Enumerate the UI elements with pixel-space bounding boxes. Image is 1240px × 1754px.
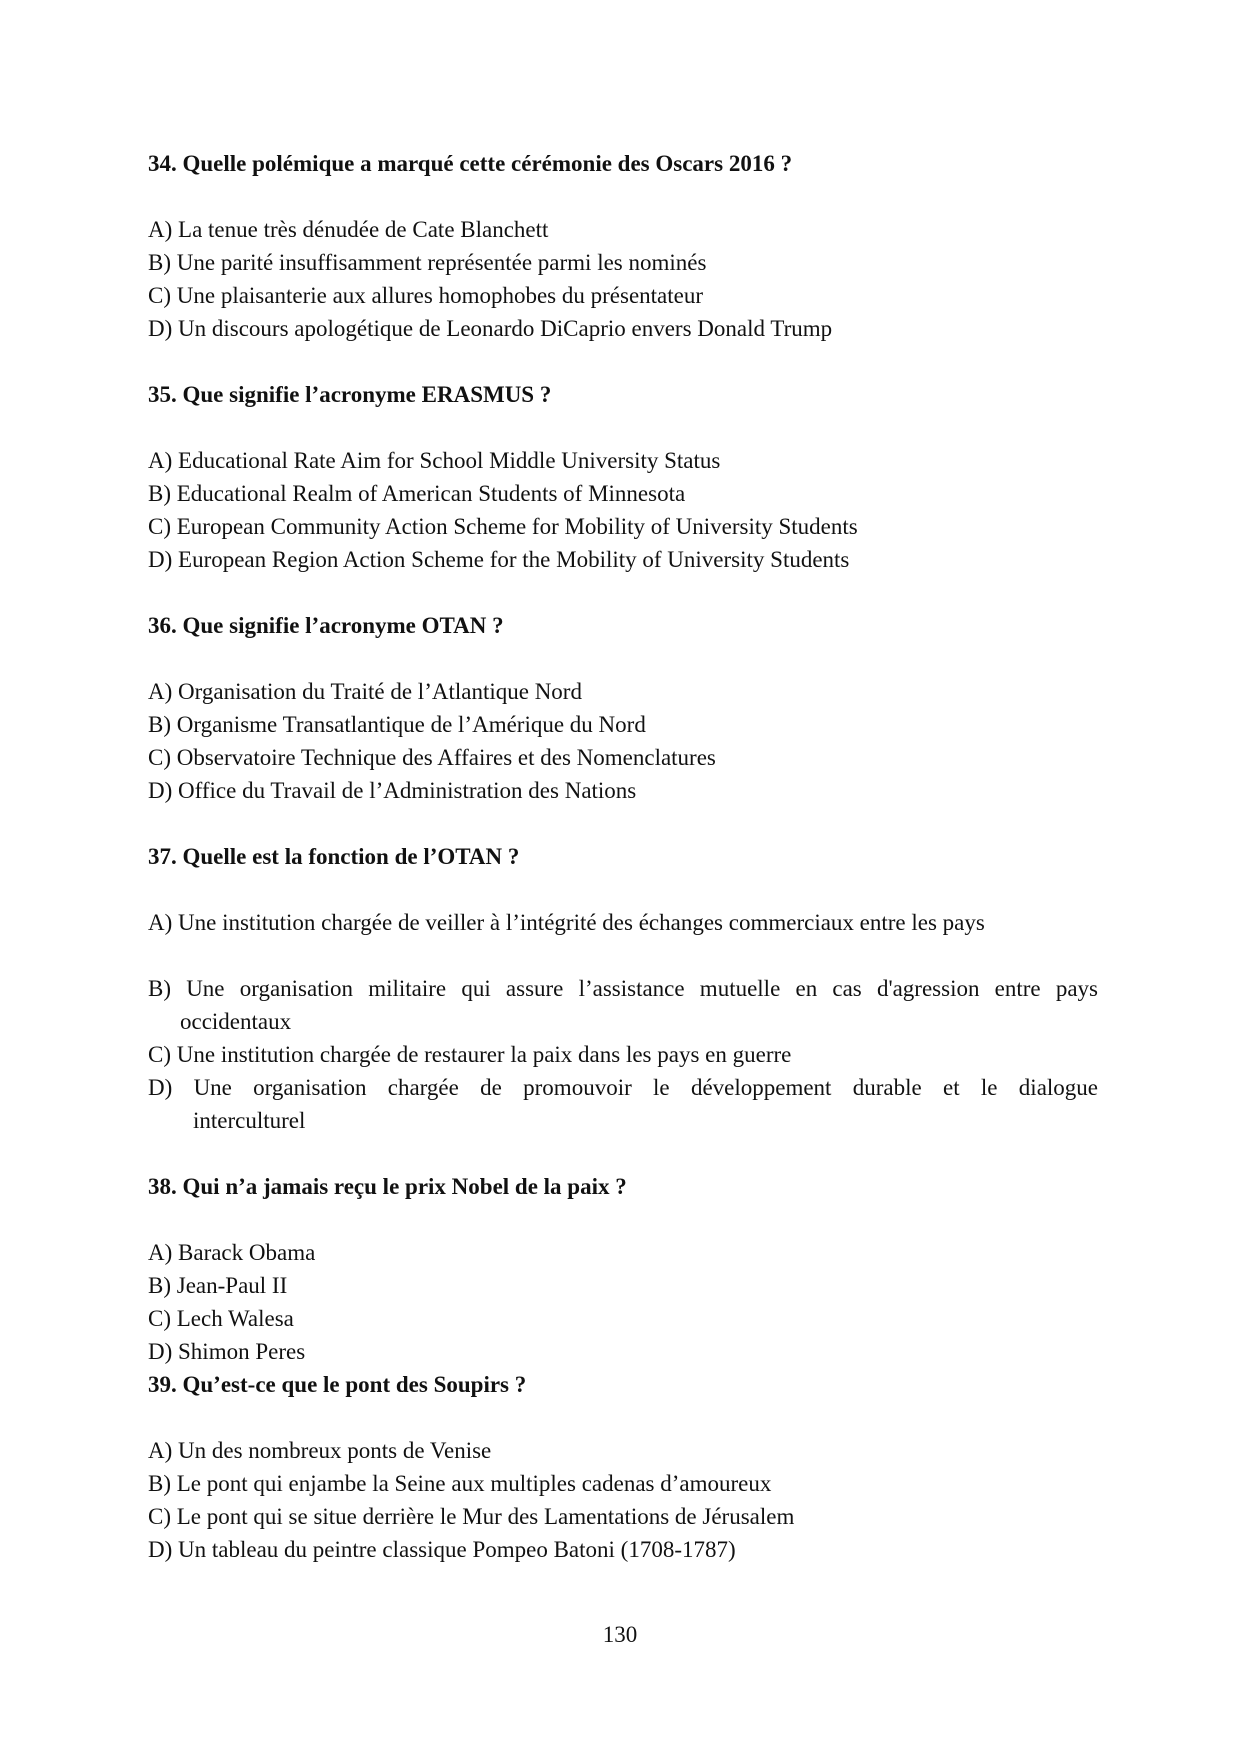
- question-38-option-a: A) Barack Obama: [148, 1240, 316, 1265]
- question-36-option-b: B) Organisme Transatlantique de l’Amérique du Nord: [148, 712, 646, 737]
- question-37-option-c: C) Une institution chargée de restaurer la paix dans les pays en guerre: [148, 1042, 792, 1067]
- question-34-option-a: A) La tenue très dénudée de Cate Blanchett: [148, 217, 549, 242]
- question-39-title: 39. Qu’est-ce que le pont des Soupirs ?: [148, 1372, 527, 1397]
- question-36-option-c: C) Observatoire Technique des Affaires et des Nomenclatures: [148, 745, 716, 770]
- question-37-option-a: A) Une institution chargée de veiller à l’intégrité des échanges commerciaux entre les pays: [148, 910, 985, 935]
- question-35-option-c: C) European Community Action Scheme for Mobility of University Students: [148, 514, 858, 539]
- question-36-title: 36. Que signifie l’acronyme OTAN ?: [148, 613, 504, 638]
- question-38-option-b: B) Jean-Paul II: [148, 1273, 288, 1298]
- question-36-option-d: D) Office du Travail de l’Administration des Nations: [148, 778, 637, 803]
- question-36-option-a: A) Organisation du Traité de l’Atlantique Nord: [148, 679, 582, 704]
- question-39-option-d: D) Un tableau du peintre classique Pompeo Batoni (1708-1787): [148, 1537, 736, 1562]
- question-35-option-a: A) Educational Rate Aim for School Middle University Status: [148, 448, 721, 473]
- question-34-option-d: D) Un discours apologétique de Leonardo DiCaprio envers Donald Trump: [148, 316, 833, 341]
- question-38-title: 38. Qui n’a jamais reçu le prix Nobel de la paix ?: [148, 1174, 627, 1199]
- question-37-option-b-continued: occidentaux: [180, 1009, 292, 1034]
- question-37-option-b: B) Une organisation militaire qui assure l’assistance mutuelle en cas d'agression entre pays: [148, 976, 1098, 1001]
- question-34-option-b: B) Une parité insuffisamment représentée parmi les nominés: [148, 250, 707, 275]
- question-38-option-c: C) Lech Walesa: [148, 1306, 294, 1331]
- question-37-option-d: D) Une organisation chargée de promouvoir le développement durable et le dialogue: [148, 1075, 1098, 1100]
- question-39-option-b: B) Le pont qui enjambe la Seine aux multiples cadenas d’amoureux: [148, 1471, 772, 1496]
- question-37-title: 37. Quelle est la fonction de l’OTAN ?: [148, 844, 520, 869]
- page-number: 130: [602, 1622, 638, 1647]
- question-39-option-a: A) Un des nombreux ponts de Venise: [148, 1438, 492, 1463]
- question-35-title: 35. Que signifie l’acronyme ERASMUS ?: [148, 382, 552, 407]
- question-37-option-d-continued: interculturel: [193, 1108, 306, 1133]
- question-35-option-d: D) European Region Action Scheme for the Mobility of University Students: [148, 547, 850, 572]
- question-38-option-d: D) Shimon Peres: [148, 1339, 306, 1364]
- question-34-option-c: C) Une plaisanterie aux allures homophobes du présentateur: [148, 283, 704, 308]
- question-34-title: 34. Quelle polémique a marqué cette cérémonie des Oscars 2016 ?: [148, 151, 793, 176]
- question-39-option-c: C) Le pont qui se situe derrière le Mur des Lamentations de Jérusalem: [148, 1504, 795, 1529]
- question-35-option-b: B) Educational Realm of American Students of Minnesota: [148, 481, 686, 506]
